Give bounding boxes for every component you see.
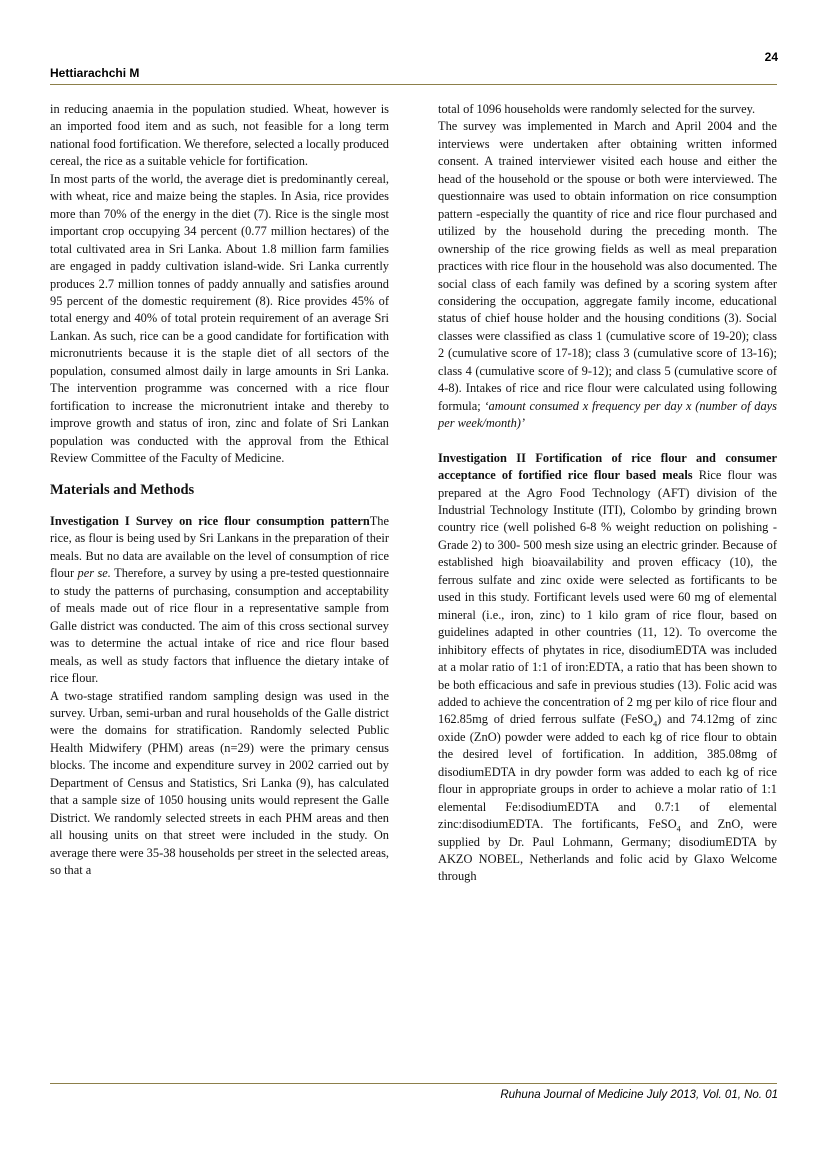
investigation-1-heading: Investigation I Survey on rice flour consumption pattern <box>50 513 370 528</box>
investigation-2-text-a: Rice flour was prepared at the Agro Food Technology (AFT) division of the Industrial Technology Institute (ITI), Colombo by grinding brown country rice (well polished 6-8 % weight reduction on polishing -Grade 2) to 300- 500 mesh size using an electric grinder. Because of established high bioavailability and proven efficacy (10), the ferrous sulfate and zinc oxide were selected as fortificants to be used in this study. Fortificant levels used were 60 mg of elemental mineral (i.e., iron, zinc) to 1 kilo gram of rice flour, based on guidelines adapted in other countries (11, 12). To overcome the inhibitory effects of phytates in rice, disodiumEDTA was included at a molar ratio of 1:1 of iron:EDTA, a ratio that has been shown to be both efficacious and safe in previous studies (13). Folic acid was added to achieve the concentration of 2 mg per kilo of rice flour and 162.85mg of dried ferrous sulfate (FeSO <box>438 468 777 727</box>
investigation-2-text-c: and ZnO, were supplied by Dr. Paul Lohmann, Germany; disodiumEDTA by AKZO NOBEL, Netherlands and folic acid by Glaxo Welcome through <box>438 817 777 884</box>
paragraph-wheat-rice-vehicle: in reducing anaemia in the population studied. Wheat, however is an imported food item and as such, not feasible for a long term national food fortification. We therefore, selected a locally produced cereal, the rice as a suitable vehicle for fortification. <box>50 102 389 169</box>
paragraph-households-total: total of 1096 households were randomly selected for the survey. <box>438 102 756 116</box>
investigation-1-text-b: Therefore, a survey by using a pre-tested questionnaire to study the patterns of purchasing, consumption and acceptability of meals made out of rice flour in a representative sample from Galle district was conducted. The aim of this cross sectional survey was to determine the actual intake of rice and rice flour based meals, as well as study factors that influence the dietary intake of rice flour. <box>50 566 389 686</box>
right-column <box>438 101 777 886</box>
section-heading-methods: Materials and Methods <box>50 481 195 498</box>
paragraph-sampling-design: A two-stage stratified random sampling design was used in the survey. Urban, semi-urban and rural households of the Galle district were the domains for stratification. Randomly selected Public Health Midwifery (PHM) areas (n=29) were the primary census blocks. The income and expenditure survey in 2002 carried out by Department of Census and Statistics, Sri Lanka (9), has calculated that a sample size of 1050 housing units would represent the Galle District. We randomly selected streets in each PHM areas and then all housing units on that street were included in the study. On average there were 35-38 households per street in the selected areas, so that a <box>50 688 389 878</box>
paragraph-investigation-2 <box>438 450 777 886</box>
header-rule <box>50 84 777 85</box>
left-column <box>50 101 389 879</box>
paragraph-survey-implementation <box>438 118 777 432</box>
page-number: 24 <box>764 50 778 64</box>
investigation-2-heading: Investigation II Fortification of rice flour and consumer acceptance of fortified rice flour based meals <box>438 450 777 483</box>
paragraph-investigation-1 <box>50 513 389 688</box>
subscript-4: 4 <box>676 824 681 834</box>
investigation-1-text-a: The rice, as flour is being used by Sri Lankans in the preparation of their meals. But no data are available on the level of consumption of rice flour <box>50 513 389 581</box>
journal-footer: Ruhuna Journal of Medicine July 2013, Vol. 01, No. 01 <box>500 1089 778 1101</box>
paragraph-rice-staple: In most parts of the world, the average diet is predominantly cereal, with wheat, rice and maize being the staples. In Asia, rice provides more than 70% of the energy in the diet (7). Rice is the single most important crop occupying 34 percent (0.77 million hectares) of the total cultivated area in Sri Lanka. About 1.8 million farm families are engaged in paddy cultivation island-wide. Sri Lanka currently produces 2.7 million tonnes of paddy annually and satisfies around 95 percent of the domestic requirement (8). Rice provides 45% of total energy and 40% of total protein requirement of an average Sri Lankan. As such, rice can be a good candidate for fortification with micronutrients because it is the staple diet of all sectors of the population, consumed almost daily in large amounts in Sri Lanka. The intervention programme was concerned with a rice flour fortification to increase the micronutrient intake and thereby to improve growth and status of iron, zinc and folate of Sri Lankan population was conducted with the approval from the Ethical Review Committee of the Faculty of Medicine. <box>50 171 389 466</box>
paragraph-gap <box>438 433 777 450</box>
subscript-4: 4 <box>653 719 658 729</box>
investigation-1-italic: per se. <box>77 566 111 581</box>
investigation-2-text-b: ) and 74.12mg of zinc oxide (ZnO) powder were added to each kg of rice flour to obtain the desired level of fortification. In addition, 385.08mg of disodiumEDTA in dry powder form was added to each kg of rice flour in appropriate groups in order to achieve a molar ratio of 1:1 elemental Fe:disodiumEDTA and 0.7:1 of elemental zinc:disodiumEDTA. The fortificants, FeSO <box>438 712 778 832</box>
intake-formula: ‘amount consumed x frequency per day x (number of days per week/month)’ <box>438 398 777 431</box>
footer-rule <box>50 1083 777 1084</box>
survey-implementation-text: The survey was implemented in March and April 2004 and the interviews were undertaken after obtaining written informed consent. A trained interviewer visited each house and either the head of the household or the spouse or both were interviewed. The questionnaire was used to obtain information on rice consumption pattern -especially the quantity of rice and rice flour purchased and utilized by the household during the preceding month. The ownership of the rice growing fields as well as meal preparation practices with rice flour in the household was also documented. The social class of each family was defined by a scoring system after considering the occupation, aggregate family income, educational status of chief house holder and the housing conditions (3). Social classes were classified as class 1 (cumulative score of 19-20); class 2 (cumulative score of 17-18); class 3 (cumulative score of 13-16); class 4 (cumulative score of 9-12); and class 5 (cumulative score of 4-8). Intakes of rice and rice flour were calculated using following formula; <box>438 119 777 413</box>
running-head-author: Hettiarachchi M <box>50 66 140 80</box>
